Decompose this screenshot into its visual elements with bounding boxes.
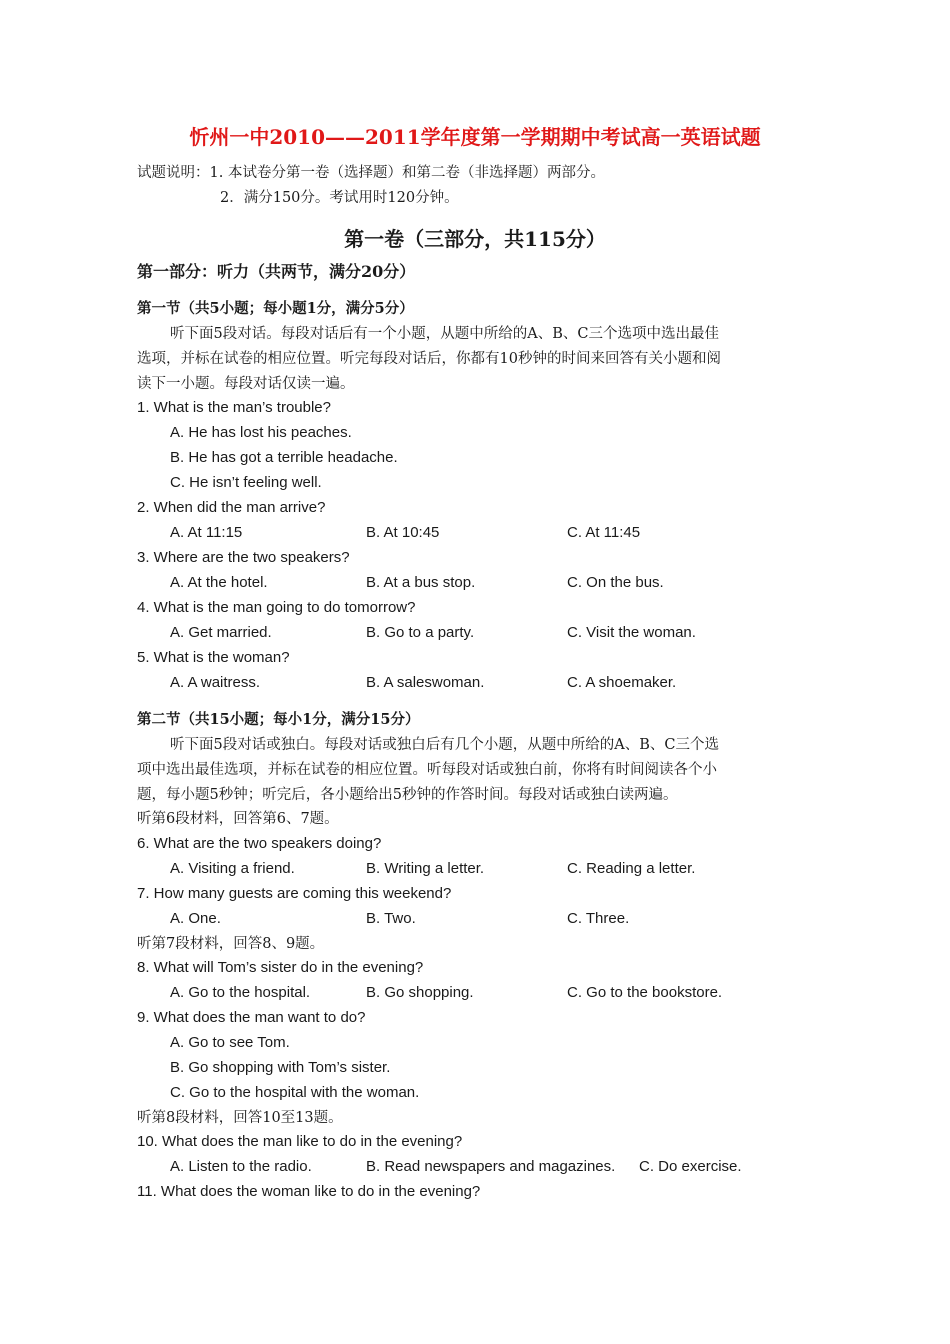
question-stem: 9. What does the man want to do?	[137, 1009, 366, 1026]
volume-heading: 第一卷（三部分，共115分）	[344, 227, 606, 251]
question-stem: 11. What does the woman like to do in the evening?	[137, 1183, 481, 1200]
option-b: B. Go shopping with Tom’s sister.	[170, 1059, 391, 1076]
question-stem: 2. When did the man arrive?	[137, 499, 326, 516]
part1-heading: 第一部分：听力（共两节，满分20分）	[137, 262, 416, 281]
option-c: C. On the bus.	[567, 574, 664, 591]
question-stem: 1. What is the man’s trouble?	[137, 399, 331, 416]
material-note: 听第6段材料，回答第6、7题。	[137, 811, 339, 827]
section2-instruction-line: 题，每小题5秒钟；听完后，各小题给出5秒钟的作答时间。每段对话或独白读两遍。	[137, 787, 678, 803]
option-a: A. One.	[170, 910, 221, 927]
option-c: C. Visit the woman.	[567, 624, 696, 641]
option-b: B. Go to a party.	[366, 624, 475, 641]
section1-instruction-line: 选项，并标在试卷的相应位置。听完每段对话后，你都有10秒钟的时间来回答有关小题和阅	[137, 351, 721, 367]
question-stem: 8. What will Tom’s sister do in the evening?	[137, 959, 424, 976]
option-b: B. He has got a terrible headache.	[170, 449, 398, 466]
option-c: C. Do exercise.	[639, 1158, 742, 1175]
option-c: C. At 11:45	[567, 524, 641, 541]
option-a: A. Get married.	[170, 624, 272, 641]
option-a: A. Visiting a friend.	[170, 860, 295, 877]
notes-label-text: 试题说明：	[137, 165, 210, 181]
notes-item-2: 2．满分150分。考试用时120分钟。	[220, 190, 459, 206]
section1-instruction-line: 读下一小题。每段对话仅读一遍。	[137, 376, 355, 392]
material-note: 听第7段材料，回答8、9题。	[137, 936, 325, 952]
section1-heading: 第一节（共5小题；每小题1分，满分5分）	[137, 300, 414, 317]
option-a: A. Go to see Tom.	[170, 1034, 290, 1051]
option-a: A. He has lost his peaches.	[170, 424, 352, 441]
question-stem: 10. What does the man like to do in the evening?	[137, 1133, 463, 1150]
option-c: C. Go to the bookstore.	[567, 984, 723, 1001]
section2-instruction-line: 项中选出最佳选项，并标在试卷的相应位置。听每段对话或独白前，你将有时间阅读各个小	[137, 762, 717, 778]
option-c: C. Go to the hospital with the woman.	[170, 1084, 420, 1101]
option-a: A. A waitress.	[170, 674, 261, 691]
option-b: B. At a bus stop.	[366, 574, 476, 591]
option-a: A. Listen to the radio.	[170, 1158, 312, 1175]
option-b: B. Two.	[366, 910, 416, 927]
option-b: B. A saleswoman.	[366, 674, 485, 691]
exam-title: 忻州一中2010——2011学年度第一学期期中考试高一英语试题	[189, 125, 761, 149]
option-c: C. Reading a letter.	[567, 860, 696, 877]
option-b: B. At 10:45	[366, 524, 440, 541]
option-a: A. Go to the hospital.	[170, 984, 311, 1001]
notes-item-1: 1. 本试卷分第一卷（选择题）和第二卷（非选择题）两部分。	[209, 165, 605, 181]
question-stem: 5. What is the woman?	[137, 649, 290, 666]
section2-heading: 第二节（共15小题；每小1分，满分15分）	[137, 711, 420, 728]
material-note: 听第8段材料，回答10至13题。	[137, 1110, 343, 1126]
option-a: A. At 11:15	[170, 524, 243, 541]
option-b: B. Go shopping.	[366, 984, 474, 1001]
question-stem: 3. Where are the two speakers?	[137, 549, 350, 566]
option-c: C. A shoemaker.	[567, 674, 677, 691]
option-c: C. He isn’t feeling well.	[170, 474, 322, 491]
option-b: B. Writing a letter.	[366, 860, 485, 877]
question-stem: 4. What is the man going to do tomorrow?	[137, 599, 416, 616]
question-stem: 7. How many guests are coming this weekend?	[137, 885, 452, 902]
question-stem: 6. What are the two speakers doing?	[137, 835, 382, 852]
section1-instruction-line: 听下面5段对话。每段对话后有一个小题，从题中所给的A、B、C三个选项中选出最佳	[170, 326, 719, 342]
option-a: A. At the hotel.	[170, 574, 268, 591]
option-c: C. Three.	[567, 910, 630, 927]
notes-label	[137, 163, 605, 183]
section2-instruction-line: 听下面5段对话或独白。每段对话或独白后有几个小题，从题中所给的A、B、C三个选	[170, 737, 719, 753]
option-b: B. Read newspapers and magazines.	[366, 1158, 616, 1175]
